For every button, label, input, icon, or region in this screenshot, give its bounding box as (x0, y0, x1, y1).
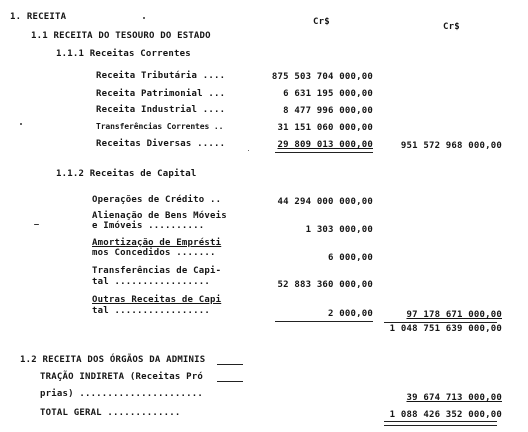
line-item-label: Receita Industrial .... (96, 105, 226, 115)
subtotal-value-capital: 97 178 671 000,00 (406, 310, 502, 320)
line-item-label: Amortização de Emprésti (92, 238, 222, 248)
subtotal-rule (275, 321, 373, 322)
scan-speck (248, 150, 249, 151)
column-header-cr: Cr$ (313, 17, 330, 27)
line-item-label: mos Concedidos ....... (92, 248, 216, 258)
line-item-value: 6 000,00 (328, 253, 373, 263)
line-item-label: Transferências Correntes .. (96, 122, 224, 131)
subtotal-rule (275, 152, 373, 153)
total-value-tesouro: 1 048 751 639 000,00 (389, 324, 502, 334)
subsection-title-indireta: 1.2 RECEITA DOS ÓRGÃOS DA ADMINIS (20, 355, 206, 365)
total-value: 1 088 426 352 000,00 (389, 410, 502, 420)
line-item-label: tal ................. (92, 277, 210, 287)
section-title-receita: 1. RECEITA (10, 12, 67, 22)
column-header-cr: Cr$ (443, 22, 460, 32)
underline-rule (217, 381, 243, 382)
line-item-label: Transferências de Capi- (92, 266, 222, 276)
line-item-label: Receita Patrimonial ... (96, 89, 226, 99)
line-item-value: 44 294 000 000,00 (277, 197, 373, 207)
subtotal-value-correntes: 951 572 968 000,00 (400, 141, 502, 151)
line-item-value: 2 000,00 (328, 309, 373, 319)
line-item-label: Receita Tributária .... (96, 71, 226, 81)
line-item-label: e Imóveis .......... (92, 221, 205, 231)
total-double-rule (384, 421, 497, 426)
scan-speck (20, 123, 22, 125)
line-item-label: Operações de Crédito .. (92, 195, 222, 205)
line-item-value: 31 151 060 000,00 (277, 123, 373, 133)
total-label: TOTAL GERAL ............. (40, 408, 181, 418)
line-item-label: Outras Receitas de Capi (92, 295, 222, 305)
line-item-value: 52 883 360 000,00 (277, 280, 373, 290)
underline-rule (217, 364, 243, 365)
scan-speck (143, 17, 145, 19)
line-item-value: 6 631 195 000,00 (283, 89, 373, 99)
line-item-label: tal ................. (92, 306, 210, 316)
subsection-title-indireta: TRAÇÃO INDIRETA (Receitas Pró (40, 372, 203, 382)
subsection-title-tesouro: 1.1 RECEITA DO TESOURO DO ESTADO (31, 31, 211, 41)
subsection-title-capital: 1.1.2 Receitas de Capital (56, 169, 197, 179)
line-item-label: Alienação de Bens Móveis (92, 211, 227, 221)
subtotal-rule (384, 322, 497, 323)
line-item-value: 1 303 000,00 (305, 225, 373, 235)
line-item-value: 875 503 704 000,00 (271, 72, 373, 82)
line-item-value: 29 809 013 000,00 (277, 140, 373, 150)
scan-speck (34, 224, 39, 225)
line-item-label: Receitas Diversas ..... (96, 139, 226, 149)
line-item-value: 8 477 996 000,00 (283, 106, 373, 116)
subsection-title-correntes: 1.1.1 Receitas Correntes (56, 49, 191, 59)
subsection-title-indireta: prias) ...................... (40, 389, 203, 399)
line-item-value: 39 674 713 000,00 (406, 393, 502, 403)
